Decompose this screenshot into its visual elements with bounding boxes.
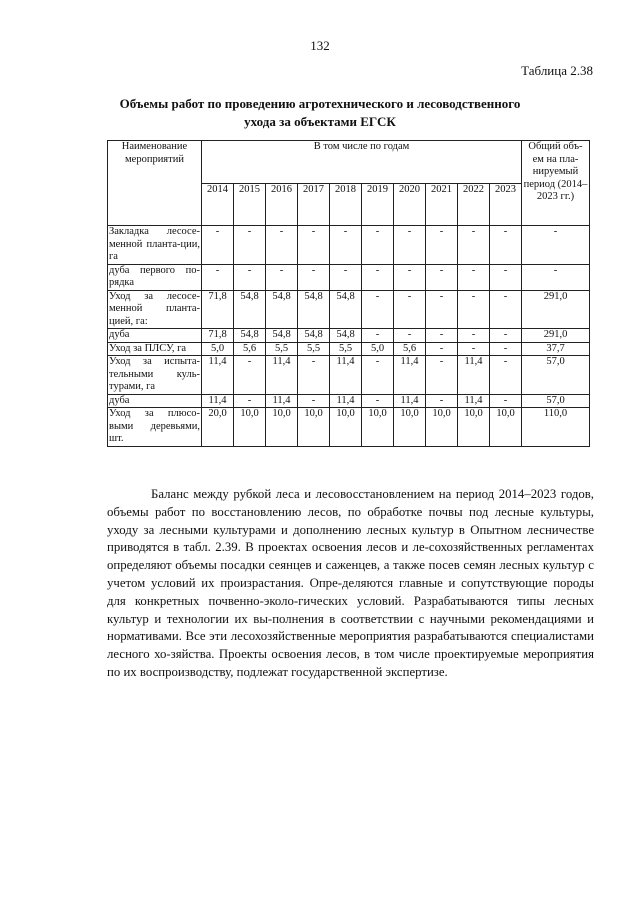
row-value: -: [490, 290, 522, 329]
row-value: -: [234, 356, 266, 395]
row-value: 71,8: [202, 329, 234, 343]
table-row: [108, 408, 590, 447]
row-value: 11,4: [266, 356, 298, 395]
row-value: -: [362, 356, 394, 395]
row-value: 54,8: [330, 290, 362, 329]
table-row: [108, 342, 590, 356]
row-value: -: [458, 226, 490, 265]
works-volume-table: [107, 140, 590, 447]
row-value: 10,0: [298, 408, 330, 447]
row-value: 11,4: [266, 394, 298, 408]
row-value: 5,0: [362, 342, 394, 356]
row-value: -: [426, 290, 458, 329]
row-value: 54,8: [266, 290, 298, 329]
row-value: -: [234, 264, 266, 290]
row-total: 110,0: [522, 408, 590, 447]
row-name: Уход за испыта-тельными куль-турами, га: [109, 356, 200, 392]
row-value: 54,8: [234, 290, 266, 329]
row-value: 54,8: [266, 329, 298, 343]
row-value: -: [458, 342, 490, 356]
row-value: 11,4: [202, 356, 234, 395]
row-value: -: [426, 264, 458, 290]
table-row: [108, 290, 590, 329]
row-value: -: [426, 394, 458, 408]
row-value: -: [490, 356, 522, 395]
row-value: -: [202, 264, 234, 290]
table-row: [108, 264, 590, 290]
table-title: Объемы работ по проведению агротехнического и лесоводственного ухода за объектами ЕГСК: [119, 96, 521, 129]
row-name: Уход за плюсо-выми деревьями, шт.: [109, 408, 200, 444]
row-value: -: [394, 226, 426, 265]
row-value: -: [298, 356, 330, 395]
body-paragraph: Баланс между рубкой леса и лесовосстановлением на период 2014–2023 годов, объемы работ по восстановлению лесов, по обработке почвы под лесные культуры, уходу за лесными культурами и дополнению лесных культур в Опытном лесничестве приводятся в табл. 2.39. В проектах освоения лесов и ле-сохозяйственных регламентах определяют объемы посадки сеянцев и саженцев, а также посев семян лесных культур с учетом условий их произрастания. Опре-деляются главные и сопутствующие породы для конкретных почвенно-эколо-гических условий. Разрабатываются типы лесных культур и технологии их вы-полнения в соответствии с научными рекомендациями и нормативами. Все эти лесохозяйственные мероприятия разрабатываются специалистами лесного хо-зяйства. Проекты освоения лесов, в том числе проектируемые мероприятия по их воспроизводству, подлежат государственной экспертизе.: [107, 487, 594, 679]
row-value: -: [426, 329, 458, 343]
row-value: 54,8: [330, 329, 362, 343]
row-value: 54,8: [298, 329, 330, 343]
row-value: -: [266, 264, 298, 290]
row-value: 11,4: [458, 356, 490, 395]
row-value: -: [234, 394, 266, 408]
row-value: 11,4: [202, 394, 234, 408]
row-value: 10,0: [330, 408, 362, 447]
row-value: 54,8: [234, 329, 266, 343]
row-value: -: [362, 226, 394, 265]
row-value: -: [330, 264, 362, 290]
row-value: -: [298, 226, 330, 265]
row-name: дуба первого по-рядка: [109, 264, 200, 288]
row-value: -: [362, 329, 394, 343]
year-header: 2022: [458, 183, 490, 226]
row-value: 20,0: [202, 408, 234, 447]
table-label: Таблица 2.38: [521, 63, 593, 78]
row-total: 291,0: [522, 290, 590, 329]
row-value: 5,5: [298, 342, 330, 356]
row-value: -: [266, 226, 298, 265]
row-value: 10,0: [266, 408, 298, 447]
row-value: 10,0: [394, 408, 426, 447]
year-header: 2015: [234, 183, 266, 226]
row-name: Уход за лесосе-менной планта-цией, га:: [109, 290, 200, 327]
row-value: -: [426, 226, 458, 265]
row-value: 10,0: [490, 408, 522, 447]
row-value: -: [458, 329, 490, 343]
row-name: Закладка лесосе-менной планта-ции, га: [109, 226, 200, 262]
row-value: -: [394, 264, 426, 290]
row-name: дуба: [108, 394, 202, 408]
row-value: 11,4: [330, 394, 362, 408]
row-value: -: [458, 264, 490, 290]
table-row: [108, 329, 590, 343]
row-total: 57,0: [522, 394, 590, 408]
row-value: -: [394, 329, 426, 343]
row-name: дуба: [108, 329, 202, 343]
row-total: 291,0: [522, 329, 590, 343]
row-value: 11,4: [330, 356, 362, 395]
row-value: -: [490, 329, 522, 343]
row-value: -: [394, 290, 426, 329]
row-total: -: [522, 226, 590, 265]
row-value: -: [362, 290, 394, 329]
row-value: 5,5: [266, 342, 298, 356]
row-value: -: [202, 226, 234, 265]
total-header: Общий объ-ем на пла-нируемый период (2014–2023 гг.): [522, 141, 590, 226]
years-group-header: В том числе по годам: [202, 141, 522, 184]
col-name-header: Наименование мероприятий: [108, 141, 202, 226]
row-value: -: [362, 264, 394, 290]
row-value: 5,5: [330, 342, 362, 356]
row-value: 11,4: [394, 356, 426, 395]
row-value: 5,0: [202, 342, 234, 356]
row-value: 5,6: [234, 342, 266, 356]
row-value: -: [490, 342, 522, 356]
row-value: 5,6: [394, 342, 426, 356]
row-value: -: [490, 394, 522, 408]
year-header: 2020: [394, 183, 426, 226]
row-value: 10,0: [362, 408, 394, 447]
row-value: 10,0: [234, 408, 266, 447]
row-value: -: [490, 264, 522, 290]
table-row: [108, 394, 590, 408]
table-row: [108, 356, 590, 395]
year-header: 2019: [362, 183, 394, 226]
row-value: -: [426, 342, 458, 356]
row-value: 54,8: [298, 290, 330, 329]
row-value: 10,0: [458, 408, 490, 447]
row-total: 37,7: [522, 342, 590, 356]
row-value: 71,8: [202, 290, 234, 329]
row-value: 10,0: [426, 408, 458, 447]
row-value: -: [490, 226, 522, 265]
row-value: -: [234, 226, 266, 265]
table-row: [108, 226, 590, 265]
row-value: 11,4: [458, 394, 490, 408]
year-header: 2014: [202, 183, 234, 226]
row-value: -: [458, 290, 490, 329]
year-header: 2017: [298, 183, 330, 226]
year-header: 2016: [266, 183, 298, 226]
year-header: 2018: [330, 183, 362, 226]
row-total: -: [522, 264, 590, 290]
row-value: -: [330, 226, 362, 265]
row-value: -: [298, 264, 330, 290]
row-value: -: [426, 356, 458, 395]
year-header: 2021: [426, 183, 458, 226]
row-value: -: [362, 394, 394, 408]
page-number: 132: [310, 38, 330, 53]
row-total: 57,0: [522, 356, 590, 395]
row-value: -: [298, 394, 330, 408]
row-value: 11,4: [394, 394, 426, 408]
row-name: Уход за ПЛСУ, га: [108, 342, 202, 356]
year-header: 2023: [490, 183, 522, 226]
